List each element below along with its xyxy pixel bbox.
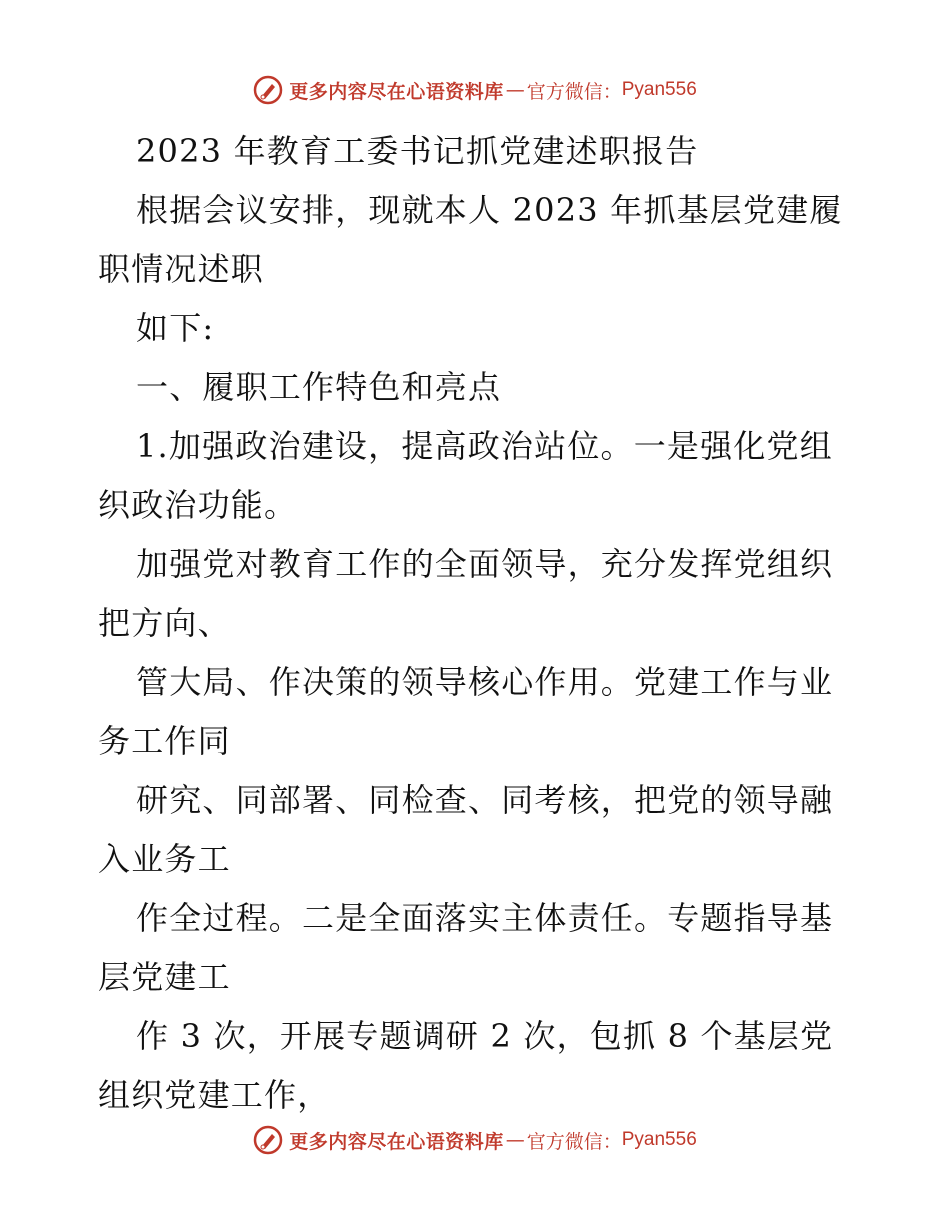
watermark-separator: —: [505, 1129, 525, 1151]
document-line: 织政治功能。: [98, 486, 298, 524]
watermark-main-text: 更多内容尽在心语资料库: [289, 80, 504, 103]
document-line: 管大局、作决策的领导核心作用。党建工作与业: [136, 663, 834, 701]
watermark-wechat-label: 官方微信：: [526, 80, 622, 103]
document-line: 层党建工: [98, 958, 231, 996]
footer-watermark: [0, 1120, 950, 1160]
watermark-wechat-id: Pyan556: [621, 1129, 697, 1150]
document-line: 职情况述职: [98, 250, 265, 288]
document-line: 1.加强政治建设，提高政治站位。一是强化党组: [136, 427, 833, 465]
document-line: 组织党建工作，: [98, 1076, 331, 1114]
document-line: 入业务工: [98, 840, 231, 878]
document-line: 把方向、: [98, 604, 231, 642]
header-watermark: [0, 70, 950, 110]
pen-nib-logo-icon: [253, 1125, 283, 1155]
document-line: 研究、同部署、同检查、同考核，把党的领导融: [136, 781, 834, 819]
watermark-main-text: 更多内容尽在心语资料库: [289, 1130, 504, 1153]
document-line: 务工作同: [98, 722, 231, 760]
watermark-wechat-label: 官方微信：: [526, 1130, 622, 1153]
document-line: 如下:: [136, 309, 215, 347]
document-line: 加强党对教育工作的全面领导，充分发挥党组织: [136, 545, 834, 583]
document-line: 一、履职工作特色和亮点: [136, 368, 502, 406]
document-line: 作 3 次，开展专题调研 2 次，包抓 8 个基层党: [136, 1017, 834, 1055]
document-line: 2023 年教育工委书记抓党建述职报告: [136, 132, 699, 170]
watermark-separator: —: [505, 79, 525, 101]
pen-nib-logo-icon: [253, 75, 283, 105]
watermark-wechat-id: Pyan556: [621, 79, 697, 100]
document-body: [98, 122, 858, 1125]
document-line: 作全过程。二是全面落实主体责任。专题指导基: [136, 899, 834, 937]
document-line: 根据会议安排，现就本人 2023 年抓基层党建履: [136, 191, 843, 229]
